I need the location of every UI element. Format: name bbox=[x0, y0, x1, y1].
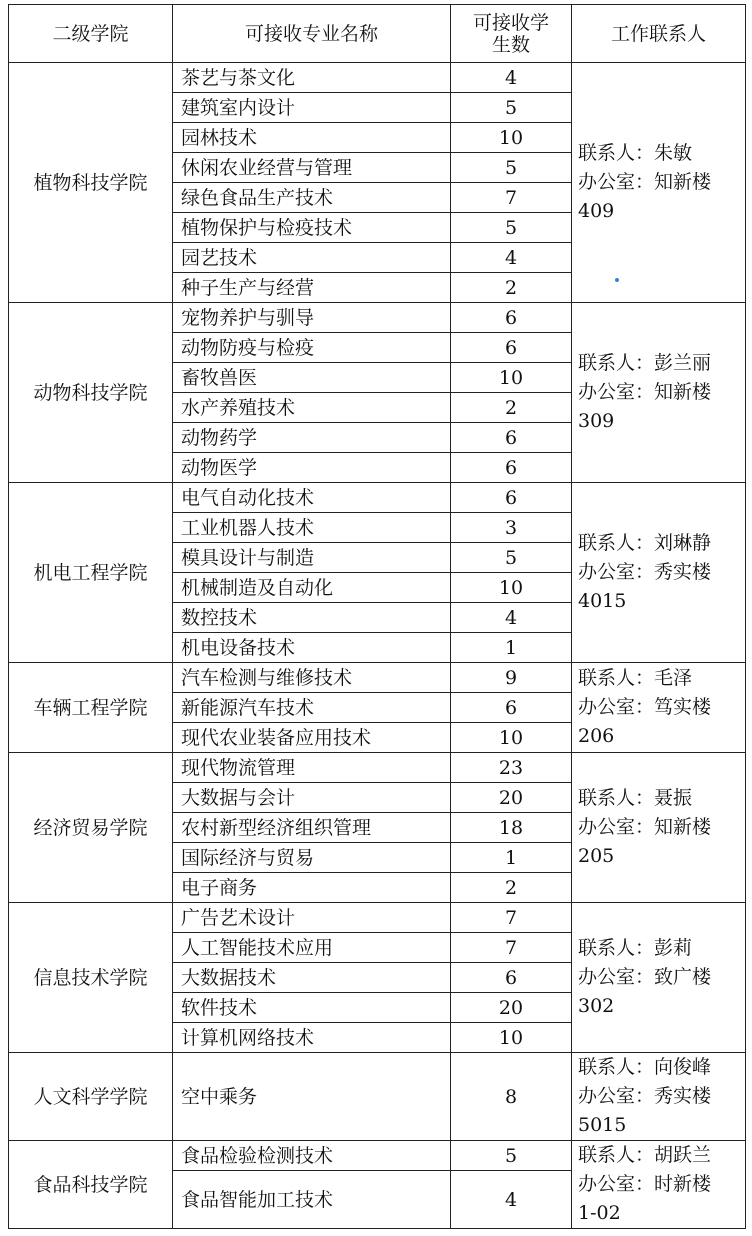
contact-line: 办公室：致广楼 bbox=[578, 966, 712, 988]
major-name: 电气自动化技术 bbox=[173, 483, 451, 513]
contact-line: 办公室：知新楼 bbox=[578, 816, 712, 838]
student-count: 4 bbox=[451, 63, 572, 93]
major-name: 绿色食品生产技术 bbox=[173, 183, 451, 213]
student-count: 6 bbox=[451, 453, 572, 483]
contact-line: 联系人：胡跃兰 bbox=[578, 1144, 712, 1166]
contact-info bbox=[572, 1053, 746, 1141]
student-count: 6 bbox=[451, 963, 572, 993]
college-name: 信息技术学院 bbox=[9, 903, 173, 1053]
header-count-line2: 生数 bbox=[491, 33, 530, 56]
table-row bbox=[9, 303, 746, 333]
table-row bbox=[9, 663, 746, 693]
major-name: 休闲农业经营与管理 bbox=[173, 153, 451, 183]
student-count: 8 bbox=[451, 1053, 572, 1141]
contact-info bbox=[572, 903, 746, 1053]
student-count: 20 bbox=[451, 993, 572, 1023]
student-count: 4 bbox=[451, 603, 572, 633]
contact-line: 302 bbox=[578, 995, 615, 1017]
stray-dot-mark bbox=[615, 278, 619, 282]
student-count: 10 bbox=[451, 363, 572, 393]
college-name: 动物科技学院 bbox=[9, 303, 173, 483]
contact-line: 联系人：刘琳静 bbox=[578, 532, 712, 554]
table-row bbox=[9, 483, 746, 513]
contact-line: 5015 bbox=[578, 1114, 627, 1136]
major-name: 模具设计与制造 bbox=[173, 543, 451, 573]
contact-line: 办公室：笃实楼 bbox=[578, 696, 712, 718]
contact-line: 联系人：彭兰丽 bbox=[578, 352, 712, 374]
contact-line: 办公室：秀实楼 bbox=[578, 561, 712, 583]
student-count: 4 bbox=[451, 243, 572, 273]
major-name: 园林技术 bbox=[173, 123, 451, 153]
header-college: 二级学院 bbox=[9, 5, 173, 63]
major-name: 茶艺与茶文化 bbox=[173, 63, 451, 93]
contact-line: 联系人：彭莉 bbox=[578, 937, 693, 959]
table-header-row bbox=[9, 5, 746, 63]
student-count: 7 bbox=[451, 903, 572, 933]
major-name: 电子商务 bbox=[173, 873, 451, 903]
major-name: 水产养殖技术 bbox=[173, 393, 451, 423]
student-count: 3 bbox=[451, 513, 572, 543]
student-count: 5 bbox=[451, 93, 572, 123]
student-count: 5 bbox=[451, 213, 572, 243]
contact-line: 206 bbox=[578, 725, 615, 747]
header-major: 可接收专业名称 bbox=[173, 5, 451, 63]
major-name: 软件技术 bbox=[173, 993, 451, 1023]
student-count: 6 bbox=[451, 693, 572, 723]
table-row bbox=[9, 903, 746, 933]
major-name: 植物保护与检疫技术 bbox=[173, 213, 451, 243]
major-name: 数控技术 bbox=[173, 603, 451, 633]
student-count: 5 bbox=[451, 543, 572, 573]
student-count: 6 bbox=[451, 303, 572, 333]
major-name: 机电设备技术 bbox=[173, 633, 451, 663]
contact-line: 办公室：知新楼 bbox=[578, 171, 712, 193]
student-count: 1 bbox=[451, 843, 572, 873]
student-count: 7 bbox=[451, 933, 572, 963]
major-name: 大数据与会计 bbox=[173, 783, 451, 813]
contact-line: 办公室：知新楼 bbox=[578, 381, 712, 403]
student-count: 6 bbox=[451, 423, 572, 453]
table-row bbox=[9, 63, 746, 93]
table-row bbox=[9, 1141, 746, 1171]
contact-line: 联系人：聂振 bbox=[578, 787, 693, 809]
major-name: 工业机器人技术 bbox=[173, 513, 451, 543]
college-name: 机电工程学院 bbox=[9, 483, 173, 663]
student-count: 23 bbox=[451, 753, 572, 783]
major-name: 建筑室内设计 bbox=[173, 93, 451, 123]
major-name: 种子生产与经营 bbox=[173, 273, 451, 303]
college-name: 车辆工程学院 bbox=[9, 663, 173, 753]
student-count: 7 bbox=[451, 183, 572, 213]
contact-line: 1-02 bbox=[578, 1202, 621, 1224]
contact-line: 联系人：朱敏 bbox=[578, 142, 693, 164]
contact-line: 4015 bbox=[578, 590, 627, 612]
header-count bbox=[451, 5, 572, 63]
student-count: 20 bbox=[451, 783, 572, 813]
major-name: 广告艺术设计 bbox=[173, 903, 451, 933]
student-count: 6 bbox=[451, 333, 572, 363]
contact-line: 办公室：时新楼 bbox=[578, 1173, 712, 1195]
contact-line: 205 bbox=[578, 845, 615, 867]
college-name: 经济贸易学院 bbox=[9, 753, 173, 903]
major-name: 人工智能技术应用 bbox=[173, 933, 451, 963]
header-count-line1: 可接收学 bbox=[472, 11, 549, 34]
major-name: 机械制造及自动化 bbox=[173, 573, 451, 603]
contact-line: 联系人：毛泽 bbox=[578, 667, 693, 689]
major-name: 大数据技术 bbox=[173, 963, 451, 993]
student-count: 18 bbox=[451, 813, 572, 843]
major-name: 农村新型经济组织管理 bbox=[173, 813, 451, 843]
student-count: 2 bbox=[451, 873, 572, 903]
contact-info bbox=[572, 483, 746, 663]
contact-line: 309 bbox=[578, 410, 615, 432]
table-row bbox=[9, 1053, 746, 1141]
major-name: 动物防疫与检疫 bbox=[173, 333, 451, 363]
major-name: 食品检验检测技术 bbox=[173, 1141, 451, 1171]
contact-info bbox=[572, 303, 746, 483]
student-count: 5 bbox=[451, 1141, 572, 1171]
header-contact: 工作联系人 bbox=[572, 5, 746, 63]
major-name: 动物医学 bbox=[173, 453, 451, 483]
student-count: 2 bbox=[451, 393, 572, 423]
major-name: 空中乘务 bbox=[173, 1053, 451, 1141]
major-name: 新能源汽车技术 bbox=[173, 693, 451, 723]
major-name: 畜牧兽医 bbox=[173, 363, 451, 393]
major-name: 现代物流管理 bbox=[173, 753, 451, 783]
student-count: 2 bbox=[451, 273, 572, 303]
table-row bbox=[9, 753, 746, 783]
major-name: 计算机网络技术 bbox=[173, 1023, 451, 1053]
college-name: 植物科技学院 bbox=[9, 63, 173, 303]
college-name: 人文科学学院 bbox=[9, 1053, 173, 1141]
student-count: 10 bbox=[451, 1023, 572, 1053]
table-body bbox=[9, 63, 746, 1229]
college-name: 食品科技学院 bbox=[9, 1141, 173, 1229]
student-count: 9 bbox=[451, 663, 572, 693]
contact-info bbox=[572, 753, 746, 903]
contact-info bbox=[572, 1141, 746, 1229]
contact-line: 409 bbox=[578, 200, 615, 222]
major-name: 国际经济与贸易 bbox=[173, 843, 451, 873]
student-count: 1 bbox=[451, 633, 572, 663]
student-count: 10 bbox=[451, 723, 572, 753]
student-count: 4 bbox=[451, 1171, 572, 1229]
contact-info bbox=[572, 663, 746, 753]
major-name: 园艺技术 bbox=[173, 243, 451, 273]
major-name: 现代农业装备应用技术 bbox=[173, 723, 451, 753]
student-count: 6 bbox=[451, 483, 572, 513]
major-name: 动物药学 bbox=[173, 423, 451, 453]
contact-info bbox=[572, 63, 746, 303]
contact-line: 办公室：秀实楼 bbox=[578, 1085, 712, 1107]
contact-line: 联系人：向俊峰 bbox=[578, 1056, 712, 1078]
student-count: 10 bbox=[451, 573, 572, 603]
major-name: 食品智能加工技术 bbox=[173, 1171, 451, 1229]
major-name: 汽车检测与维修技术 bbox=[173, 663, 451, 693]
student-count: 10 bbox=[451, 123, 572, 153]
majors-table bbox=[8, 4, 746, 1229]
major-name: 宠物养护与驯导 bbox=[173, 303, 451, 333]
student-count: 5 bbox=[451, 153, 572, 183]
